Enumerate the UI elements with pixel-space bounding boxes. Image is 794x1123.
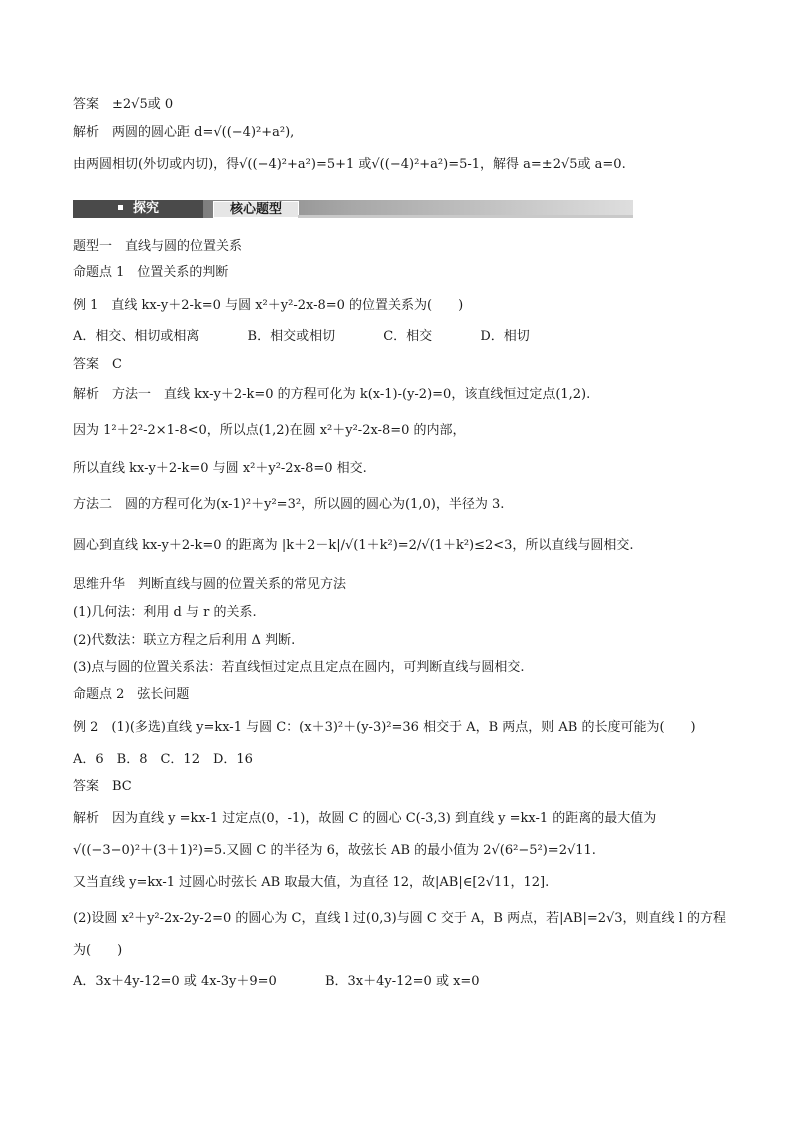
- example-1-question: 例 1 直线 kx-y＋2-k=0 与圆 x²＋y²-2x-8=0 的位置关系为( ): [73, 298, 464, 313]
- section-banner: [73, 200, 633, 218]
- banner-rule: [298, 215, 633, 218]
- summary-item-3: (3)点与圆的位置关系法：若直线恒过定点且定点在圆内，可判断直线与圆相交.: [73, 660, 525, 675]
- option-d: D．相切: [480, 329, 530, 344]
- analysis-line-2: 由两圆相切(外切或内切)，得√((−4)²+a²)=5+1 或√((−4)²+a²)=5-1，解得 a=±2√5或 a=0.: [73, 157, 626, 172]
- summary-item-2: (2)代数法：联立方程之后利用 Δ 判断.: [73, 633, 296, 648]
- banner-tab: 核心题型: [213, 201, 299, 218]
- answer-line-1: 答案 ±2√5或 0: [73, 97, 174, 112]
- summary-item-1: (1)几何法：利用 d 与 r 的关系.: [73, 605, 257, 620]
- analysis-line-1: 解析 两圆的圆心距 d=√((−4)²+a²),: [73, 125, 295, 140]
- example-1-method1-line2: 因为 1²＋2²-2×1-8<0，所以点(1,2)在圆 x²＋y²-2x-8=0 的内部，: [73, 423, 466, 438]
- example-2-analysis-line3: 又当直线 y=kx-1 过圆心时弦长 AB 取最大值，为直径 12，故|AB|∈[2√11，12].: [73, 875, 550, 890]
- option-b: B．相交或相切: [247, 329, 336, 344]
- subtopic-heading-2: 命题点 2 弦长问题: [73, 687, 190, 702]
- example-2-options-1: A．6 B．8 C．12 D．16: [73, 752, 253, 767]
- topic-heading: 题型一 直线与圆的位置关系: [73, 239, 243, 254]
- example-1-options: [73, 328, 530, 346]
- subtopic-heading-1: 命题点 1 位置关系的判断: [73, 265, 229, 280]
- option-a: A．相交、相切或相离: [73, 329, 200, 344]
- example-2-options-2: [73, 973, 480, 991]
- example-1-method2-line1: 方法二 圆的方程可化为(x-1)²＋y²=3²，所以圆的圆心为(1,0)，半径为 3.: [73, 497, 505, 512]
- example-2-answer: 答案 BC: [73, 779, 132, 794]
- summary-heading: 思维升华 判断直线与圆的位置关系的常见方法: [73, 577, 347, 592]
- example-1-method1-line3: 所以直线 kx-y＋2-k=0 与圆 x²＋y²-2x-8=0 相交.: [73, 461, 367, 476]
- example-1-method1-line1: 解析 方法一 直线 kx-y＋2-k=0 的方程可化为 k(x-1)-(y-2)=0，该直线恒过定点(1,2).: [73, 387, 591, 402]
- example-2-question-2-cont: 为( ): [73, 943, 123, 958]
- option-a-2: A．3x＋4y-12=0 或 4x-3y＋9=0: [73, 974, 277, 989]
- example-2-question-2: (2)设圆 x²＋y²-2x-2y-2=0 的圆心为 C，直线 l 过(0,3)与圆 C 交于 A，B 两点，若|AB|=2√3，则直线 l 的方程: [73, 911, 726, 926]
- banner-label: 探究: [73, 200, 203, 218]
- example-2-question-1: 例 2 (1)(多选)直线 y=kx-1 与圆 C：(x＋3)²＋(y-3)²=36 相交于 A，B 两点，则 AB 的长度可能为( ): [73, 720, 696, 735]
- example-2-analysis-line1: 解析 因为直线 y =kx-1 过定点(0，-1)，故圆 C 的圆心 C(-3,3) 到直线 y =kx-1 的距离的最大值为: [73, 811, 657, 826]
- option-c: C．相交: [383, 329, 433, 344]
- option-b-2: B．3x＋4y-12=0 或 x=0: [324, 974, 480, 989]
- example-1-answer: 答案 C: [73, 357, 122, 372]
- square-bullet-icon: [118, 205, 123, 210]
- example-1-method2-line2: 圆心到直线 kx-y＋2-k=0 的距离为 |k＋2－k|/√(1＋k²)=2/√(1＋k²)≤2<3，所以直线与圆相交.: [73, 538, 634, 553]
- example-2-analysis-line2: √((−3−0)²＋(3＋1)²)=5.又圆 C 的半径为 6，故弦长 AB 的最小值为 2√(6²−5²)=2√11.: [73, 843, 596, 858]
